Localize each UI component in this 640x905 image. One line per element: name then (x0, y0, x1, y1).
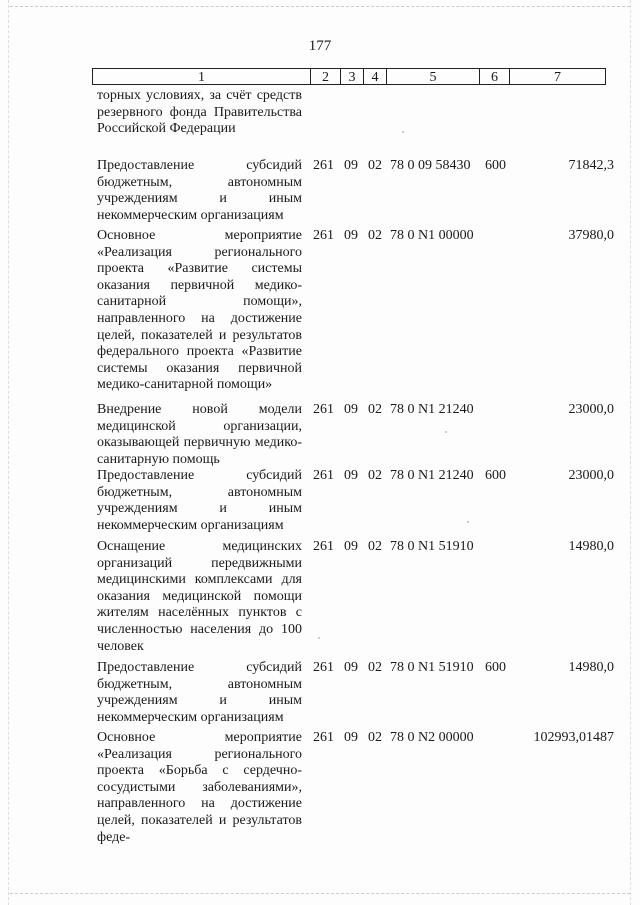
row-target-item: 78 0 09 58430 (390, 158, 471, 173)
header-col-5: 5 (386, 68, 479, 85)
row-amount: 37980,0 (568, 228, 614, 243)
scan-speck (318, 637, 320, 639)
row-ministry-code: 261 (313, 158, 334, 173)
scan-edge-right (630, 0, 631, 905)
row-amount: 102993,01487 (533, 730, 614, 745)
row-ministry-code: 261 (313, 402, 334, 417)
row-ministry-code: 261 (313, 468, 334, 483)
row-subsection-code: 02 (368, 730, 382, 745)
row-section-code: 09 (344, 468, 358, 483)
row-section-code: 09 (344, 539, 358, 554)
row-ministry-code: 261 (313, 539, 334, 554)
row-target-item: 78 0 N1 51910 (390, 539, 474, 554)
row-amount: 23000,0 (568, 402, 614, 417)
scan-speck (402, 131, 404, 133)
row-subsection-code: 02 (368, 158, 382, 173)
row-expense-type: 600 (485, 468, 506, 483)
row-amount: 23000,0 (568, 468, 614, 483)
page-number: 177 (308, 38, 332, 54)
row-subsection-code: 02 (368, 660, 382, 675)
row-section-code: 09 (344, 228, 358, 243)
scan-edge-left (8, 0, 9, 905)
row-name: Основное мероприятие «Реализация регионального проекта «Борьба с сердечно-сосудистыми заболеваниями», направленного на достижение целей, показателей и результатов феде- (97, 730, 302, 845)
row-ministry-code: 261 (313, 730, 334, 745)
table-header (92, 68, 606, 86)
row-name: Оснащение медицинских организаций передвижными медицинскими комплексами для оказания медицинской помощи жителям населённых пунктов с численностью населения до 100 человек (97, 539, 302, 654)
row-section-code: 09 (344, 402, 358, 417)
row-subsection-code: 02 (368, 228, 382, 243)
row-subsection-code: 02 (368, 468, 382, 483)
row-section-code: 09 (344, 660, 358, 675)
header-col-7: 7 (509, 68, 606, 85)
scan-edge-top (10, 6, 630, 7)
row-target-item: 78 0 N1 51910 (390, 660, 474, 675)
row-target-item: 78 0 N1 21240 (390, 402, 474, 417)
row-section-code: 09 (344, 158, 358, 173)
row-section-code: 09 (344, 730, 358, 745)
row-ministry-code: 261 (313, 660, 334, 675)
row-subsection-code: 02 (368, 402, 382, 417)
header-col-6: 6 (479, 68, 509, 85)
row-target-item: 78 0 N2 00000 (390, 730, 474, 745)
row-name: торных условиях, за счёт средств резервного фонда Правительства Российской Федерации (97, 88, 302, 137)
row-amount: 14980,0 (568, 660, 614, 675)
header-col-3: 3 (340, 68, 363, 85)
row-expense-type: 600 (485, 660, 506, 675)
row-name: Основное мероприятие «Реализация регионального проекта «Развитие системы оказания первичной медико-санитарной помощи», направленного на достижение целей, показателей и результатов федерального проекта «Развитие системы оказания первичной медико-санитарной помощи» (97, 228, 302, 393)
row-name: Внедрение новой модели медицинской организации, оказывающей первичную медико-санитарную помощь (97, 402, 302, 467)
row-target-item: 78 0 N1 21240 (390, 468, 474, 483)
header-col-4: 4 (363, 68, 386, 85)
row-amount: 14980,0 (568, 539, 614, 554)
row-subsection-code: 02 (368, 539, 382, 554)
row-amount: 71842,3 (568, 158, 614, 173)
row-expense-type: 600 (485, 158, 506, 173)
row-target-item: 78 0 N1 00000 (390, 228, 474, 243)
row-name: Предоставление субсидий бюджетным, автономным учреждениям и иным некоммерческим организациям (97, 468, 302, 533)
scan-speck (467, 521, 469, 523)
row-name: Предоставление субсидий бюджетным, автономным учреждениям и иным некоммерческим организациям (97, 158, 302, 223)
scan-speck (445, 431, 447, 433)
row-ministry-code: 261 (313, 228, 334, 243)
header-col-2: 2 (310, 68, 340, 85)
row-name: Предоставление субсидий бюджетным, автономным учреждениям и иным некоммерческим организациям (97, 660, 302, 725)
header-col-1: 1 (92, 68, 310, 85)
scan-edge-bottom (10, 893, 630, 894)
